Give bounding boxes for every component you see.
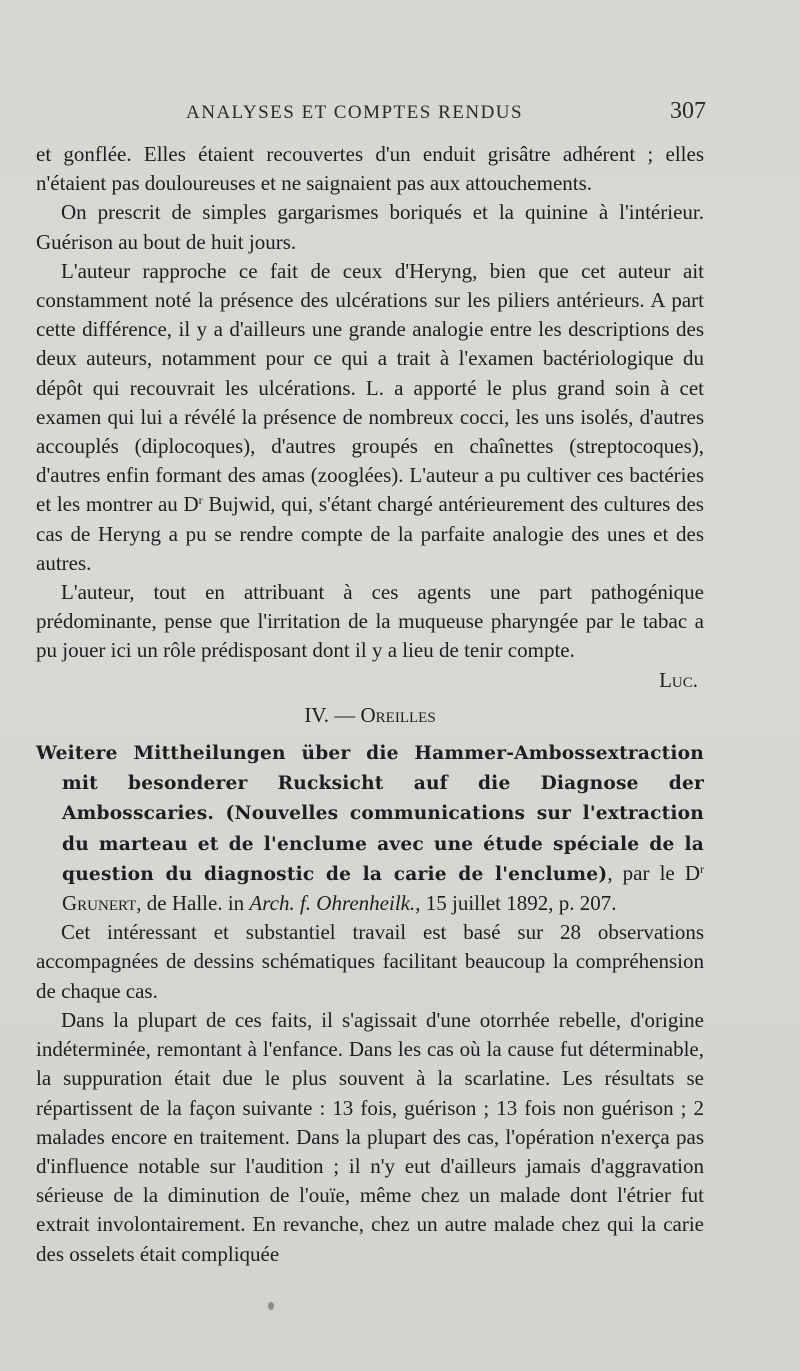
page-body xyxy=(36,140,704,1269)
paragraph: Cet intéressant et substantiel travail est basé sur 28 observations accompagnées de dessins schématiques facilitant beaucoup la compréhension de chaque cas. xyxy=(36,920,704,1003)
paragraph: L'auteur, tout en attribuant à ces agents une part pathogénique prédominante, pense que l'irritation de la muqueuse pharyngée par le tabac a pu jouer ici un rôle prédisposant dont il y a lieu de tenir compte. xyxy=(36,580,704,663)
reviewer-signature: Luc. xyxy=(659,667,698,692)
superscript: r xyxy=(198,493,203,508)
paragraph: et gonflée. Elles étaient recouvertes d'un enduit grisâtre adhérent ; elles n'étaient pas douloureuses et ne saignaient pas aux attouchements. xyxy=(36,142,704,196)
citation-journal: Arch. f. Ohrenheilk. xyxy=(249,891,416,916)
citation-date: , 15 juillet 1892, p. 207. xyxy=(415,891,617,916)
section-title: Oreilles xyxy=(360,702,436,727)
citation-by: , par le D xyxy=(607,860,700,885)
paragraph-text: L'auteur rapproche ce fait de ceux d'Heryng, bien que cet auteur ait constamment noté la présence des ulcérations sur les piliers antérieurs. A part cette différence, il y a d'ailleurs une grande analogie entre les descriptions des deux auteurs, notamment pour ce qui a trait à l'examen bactériologique du dépôt qui recouvrait les ulcérations. L. a apporté le plus grand soin à cet examen qui lui a révélé la présence de nombreux cocci, les uns isolés, d'autres accouplés (diplocoques), d'autres groupés en chaînettes (streptocoques), d'autres enfin formant des amas (zooglées). L'auteur a pu cultiver ces bactéries et les montrer au D xyxy=(36,258,704,517)
paragraph xyxy=(36,257,704,578)
page-header xyxy=(186,98,706,132)
superscript: r xyxy=(700,861,704,876)
section-heading xyxy=(36,701,704,730)
article-citation xyxy=(36,738,704,918)
section-numeral: IV. — xyxy=(304,702,361,727)
paragraph-text: Bujwid, qui, s'étant chargé antérieurement des cultures des cas de Heryng a pu se rendre compte de la parfaite analogie des unes et des autres. xyxy=(36,492,704,575)
page-number: 307 xyxy=(670,98,706,124)
paragraph: On prescrit de simples gargarismes boriqués et la quinine à l'intérieur. Guérison au bout de huit jours. xyxy=(36,200,704,254)
article-title: Weitere Mittheilungen über die Hammer-Ambossextraction mit besonderer Rucksicht auf die Diagnose der Ambosscaries. (Nouvelles communications sur l'extraction du marteau et de l'enclume avec une étude spéciale de la question du diagnostic de la carie de l'enclume) xyxy=(36,743,704,885)
paragraph: Dans la plupart de ces faits, il s'agissait d'une otorrhée rebelle, d'origine indéterminée, remontant à l'enfance. Dans les cas où la cause fut déterminable, la suppuration était due le plus souvent à la scarlatine. Les résultats se répartissent de la façon suivante : 13 fois, guérison ; 13 fois non guérison ; 2 malades encore en traitement. Dans la plupart des cas, l'opération n'exerça pas d'influence notable sur l'audition ; il n'y eut d'ailleurs jamais d'aggravation sérieuse de la diminution de l'ouïe, même chez un malade dont l'étrier fut extrait involontairement. En revanche, chez un autre malade chez qui la carie des osselets était compliquée xyxy=(36,1007,704,1266)
paper-blemish xyxy=(268,1302,274,1310)
citation-place: , de Halle. in xyxy=(136,891,250,916)
running-head: ANALYSES ET COMPTES RENDUS xyxy=(186,102,524,123)
citation-author: Grunert xyxy=(62,891,137,916)
